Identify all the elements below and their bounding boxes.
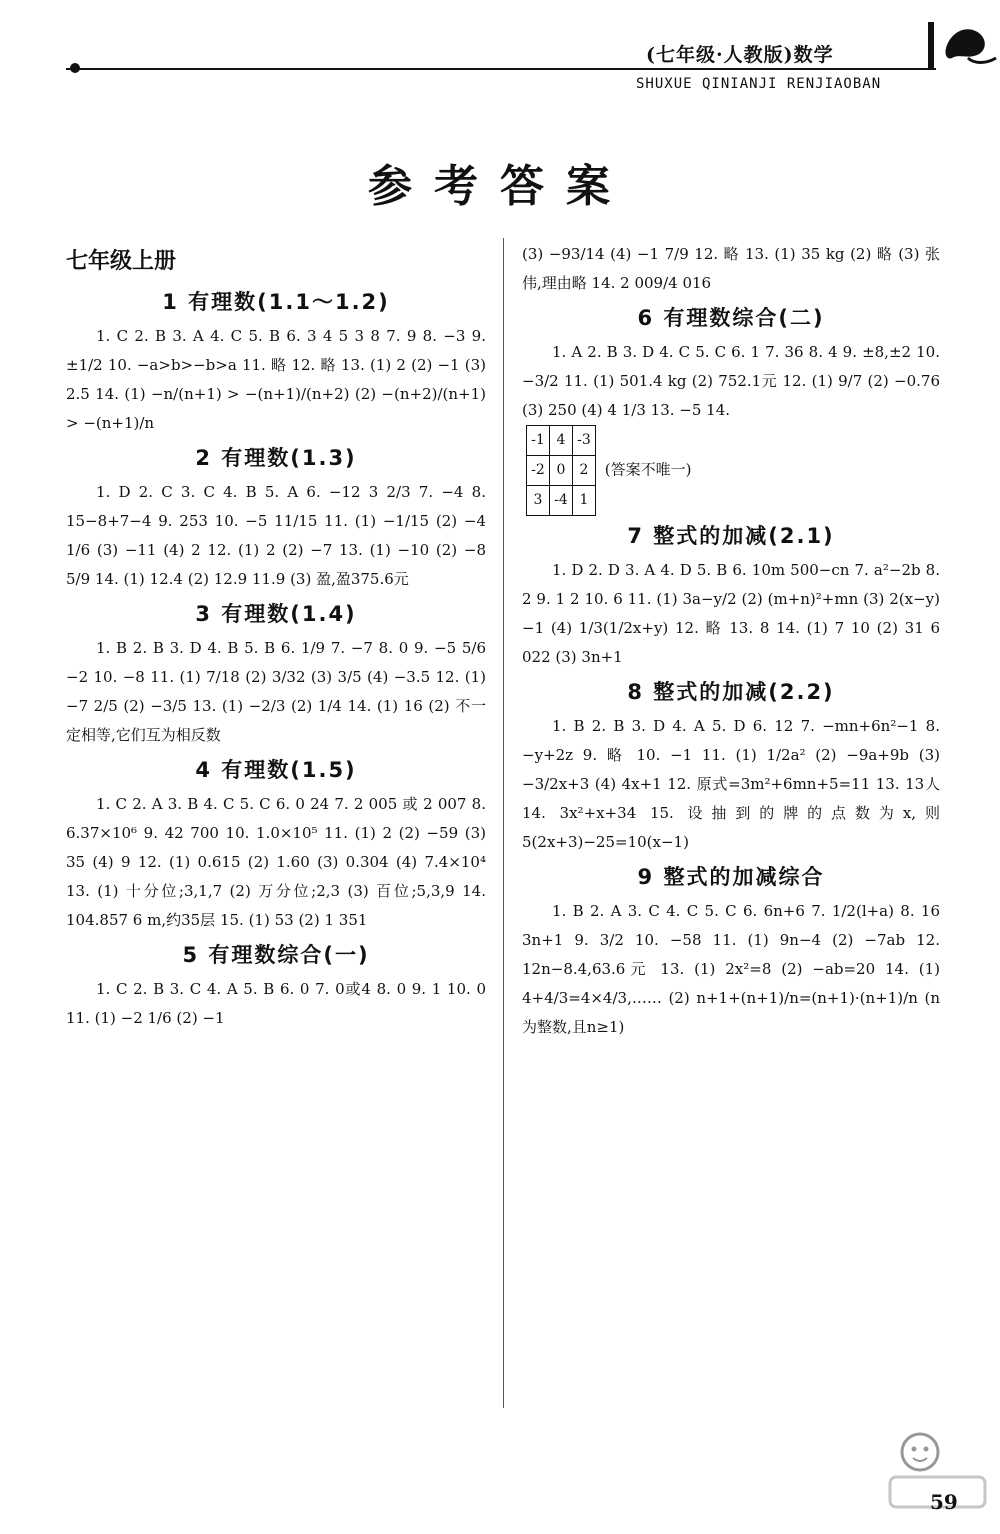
section-title: 4 有理数(1.5) bbox=[195, 758, 357, 782]
section-title: 9 整式的加减综合 bbox=[637, 865, 825, 889]
section-answers bbox=[522, 556, 940, 672]
answer-text: 1. D 2. C 3. C 4. B 5. A 6. −12 3 2/3 7. −4 8. 15−8+7−4 9. 253 10. −5 11/15 11. (1) −1/15 (2) −4 1/6 (3) −11 (4) 2 12. (1) 2 (2) −7 13. (1) −10 (2) −8 5/9 14. (1) 12.4 (2) 12.9 11.9 (3) 盈,盈375.6元 bbox=[66, 483, 486, 588]
answer-text: 1. B 2. B 3. D 4. B 5. B 6. 1/9 7. −7 8. 0 9. −5 5/6 −2 10. −8 11. (1) 7/18 (2) 3/32 (3) 3/5 (4) −3.5 12. (1) −7 2/5 (2) −3/5 13. (1) −2/3 (2) 1/4 14. (1) 16 (2) 不一定相等,它们互为相反数 bbox=[66, 639, 486, 744]
table-cell: 0 bbox=[550, 456, 573, 486]
page-number: 59 bbox=[930, 1490, 958, 1514]
section-title: 2 有理数(1.3) bbox=[195, 446, 357, 470]
answer-text: 1. C 2. B 3. C 4. A 5. B 6. 0 7. 0或4 8. 0 9. 1 10. 0 11. (1) −2 1/6 (2) −1 bbox=[66, 980, 486, 1027]
table-cell: 1 bbox=[573, 486, 596, 516]
table-cell: -3 bbox=[573, 426, 596, 456]
table-row bbox=[527, 426, 596, 456]
header-rule bbox=[66, 68, 936, 70]
section-answers bbox=[522, 240, 940, 298]
header-bar bbox=[928, 22, 934, 70]
section-title: 6 有理数综合(二) bbox=[637, 306, 825, 330]
section-answers bbox=[66, 322, 486, 438]
table-cell: 3 bbox=[527, 486, 550, 516]
section-answers bbox=[66, 790, 486, 935]
right-column bbox=[522, 240, 940, 1042]
table-cell: -1 bbox=[527, 426, 550, 456]
page-title: 参考答案 bbox=[368, 161, 632, 212]
left-column bbox=[66, 240, 486, 1033]
section-title: 3 有理数(1.4) bbox=[195, 602, 357, 626]
section-title: 8 整式的加减(2.2) bbox=[627, 680, 835, 704]
answer-text: 1. A 2. B 3. D 4. C 5. C 6. 1 7. 36 8. 4 9. ±8,±2 10. −3/2 11. (1) 501.4 kg (2) 752.1元 12. (1) 9/7 (2) −0.76 (3) 250 (4) 4 1/3 13. −5 14. bbox=[522, 343, 940, 419]
section-title: 5 有理数综合(一) bbox=[182, 943, 370, 967]
header-logo-icon bbox=[938, 18, 998, 72]
column-divider bbox=[503, 238, 504, 1408]
header-dot bbox=[70, 63, 80, 73]
table-cell: 4 bbox=[550, 426, 573, 456]
table-cell: -2 bbox=[527, 456, 550, 486]
section-answers bbox=[522, 338, 940, 516]
answer-text: 1. D 2. D 3. A 4. D 5. B 6. 10m 500−cn 7. a²−2b 8. 2 9. 1 2 10. 6 11. (1) 3a−y/2 (2) (m+n)²+mn (3) 2(x−y)−1 (4) 1/3(1/2x+y) 12. 略 13. 8 14. (1) 7 10 (2) 31 6 022 (3) 3n+1 bbox=[522, 561, 940, 666]
answer-text: 1. B 2. A 3. C 4. C 5. C 6. 6n+6 7. 1/2(l+a) 8. 16 3n+1 9. 3/2 10. −58 11. (1) 9n−4 (2) −7ab 12. 12n−8.4,63.6元 13. (1) 2x²=8 (2) −ab=20 14. (1) 4+4/3=4×4/3,…… (2) n+1+(n+1)/n=(n+1)·(n+1)/n (n为整数,且n≥1) bbox=[522, 902, 940, 1036]
book-title: 七年级上册 bbox=[66, 249, 177, 274]
answer-text: 1. C 2. A 3. B 4. C 5. C 6. 0 24 7. 2 005 或 2 007 8. 6.37×10⁶ 9. 42 700 10. 1.0×10⁵ 11. (1) 2 (2) −59 (3) 35 (4) 9 12. (1) 0.615 (2) 1.60 (3) 0.304 (4) 7.4×10⁴ 13. (1) 十分位;3,1,7 (2) 万分位;2,3 (3) 百位;5,3,9 14. 104.857 6 m,约35层 15. (1) 53 (2) 1 351 bbox=[66, 795, 486, 929]
section-answers bbox=[522, 712, 940, 857]
magic-square-table bbox=[526, 425, 596, 516]
section-answers bbox=[66, 478, 486, 594]
answer-text: 1. C 2. B 3. A 4. C 5. B 6. 3 4 5 3 8 7. 9 8. −3 9. ±1/2 10. −a>b>−b>a 11. 略 12. 略 13. (1) 2 (2) −1 (3) 2.5 14. (1) −n/(n+1) > −(n+1)/(n+2) (2) −(n+2)/(n+1) > −(n+1)/n bbox=[66, 327, 486, 432]
header-subtitle: SHUXUE QINIANJI RENJIAOBAN bbox=[636, 76, 882, 92]
answer-text: 1. B 2. B 3. D 4. A 5. D 6. 12 7. −mn+6n²−1 8. −y+2z 9. 略 10. −1 11. (1) 1/2a² (2) −9a+9b (3) −3/2x+3 (4) 4x+1 12. 原式=3m²+6mn+5=11 13. 13人 14. 3x²+x+34 15. 设抽到的牌的点数为x,则5(2x+3)−25=10(x−1) bbox=[522, 717, 940, 851]
section-title: 1 有理数(1.1～1.2) bbox=[162, 290, 390, 314]
section-answers bbox=[66, 634, 486, 750]
grid-note: (答案不唯一) bbox=[604, 460, 692, 479]
answer-text: (3) −93/14 (4) −1 7/9 12. 略 13. (1) 35 kg (2) 略 (3) 张伟,理由略 14. 2 009/4 016 bbox=[522, 245, 940, 292]
table-row bbox=[527, 486, 596, 516]
header-title: (七年级·人教版)数学 bbox=[646, 44, 834, 66]
table-cell: 2 bbox=[573, 456, 596, 486]
section-answers bbox=[522, 897, 940, 1042]
table-row bbox=[527, 456, 596, 486]
section-title: 7 整式的加减(2.1) bbox=[627, 524, 835, 548]
section-answers bbox=[66, 975, 486, 1033]
table-cell: -4 bbox=[550, 486, 573, 516]
